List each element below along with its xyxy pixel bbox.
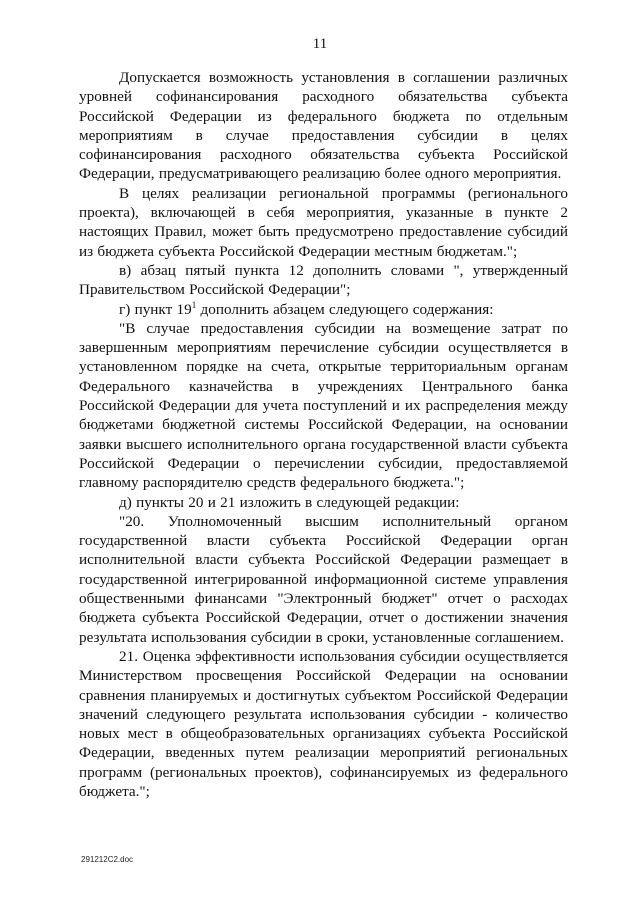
footer-document-code: 291212С2.doc — [81, 855, 134, 864]
paragraph-regional-program: В целях реализации региональной программы (регионального проекта), включающей в себя мероприятия, указанные в пункте 2 настоящих Правил, может быть предусмотрено предоставление субсидий из бюджета субъекта Российской Федерации местным бюджетам."; — [79, 184, 568, 260]
item-g-superscript: 1 — [191, 299, 197, 310]
paragraph-item-g — [79, 300, 568, 319]
page-number: 11 — [312, 36, 328, 52]
paragraph-cofinancing-levels: Допускается возможность установления в соглашении различных уровней софинансирования расходного обязательства субъекта Российской Федерации из федерального бюджета по отдельным мероприятиям в случае предоставления субсидии в целях софинансирования расходного обязательства субъекта Российской Федерации, предусматривающего реализацию более одного мероприятия. — [79, 69, 568, 183]
paragraph-clause-21: 21. Оценка эффективности использования субсидии осуществляется Министерством просвещения Российской Федерации на основании сравнения планируемых и достигнутых субъектом Российской Федерации значений следующего результата использования субсидии - количество новых мест в общеобразовательных организациях субъекта Российской Федерации, введенных путем реализации мероприятий региональных программ (региональных проектов), софинансируемых из федерального бюджета."; — [79, 647, 568, 800]
item-g-text: дополнить абзацем следующего содержания: — [200, 300, 494, 318]
paragraph-item-v: в) абзац пятый пункта 12 дополнить словами ", утвержденный Правительством Российской Федерации"; — [79, 261, 568, 299]
paragraph-item-d: д) пункты 20 и 21 изложить в следующей редакции: — [119, 493, 460, 511]
paragraph-reimbursement: "В случае предоставления субсидии на возмещение затрат по завершенным мероприятиям перечисление субсидии осуществляется в установленном порядке на счета, открытые территориальным органам Федерального казначейства в учреждениях Центрального банка Российской Федерации для учета поступлений и их распределения между бюджетами бюджетной системы Российской Федерации, на основании заявки высшего исполнительного органа государственной власти субъекта Российской Федерации о перечислении субсидии, предоставляемой главному распорядителю средств федерального бюджета."; — [79, 319, 568, 492]
item-g-prefix: г) пункт 19 — [119, 300, 192, 318]
paragraph-clause-20: "20. Уполномоченный высшим исполнительный органом государственной власти субъекта Российской Федерации орган исполнительной власти субъекта Российской Федерации размещает в государственной интегрированной информационной системе управления общественными финансами "Электронный бюджет" отчет о расходах бюджета субъекта Российской Федерации, отчет о достижении значения результата использования субсидии в сроки, установленные соглашением. — [79, 512, 568, 646]
document-body — [79, 68, 568, 801]
